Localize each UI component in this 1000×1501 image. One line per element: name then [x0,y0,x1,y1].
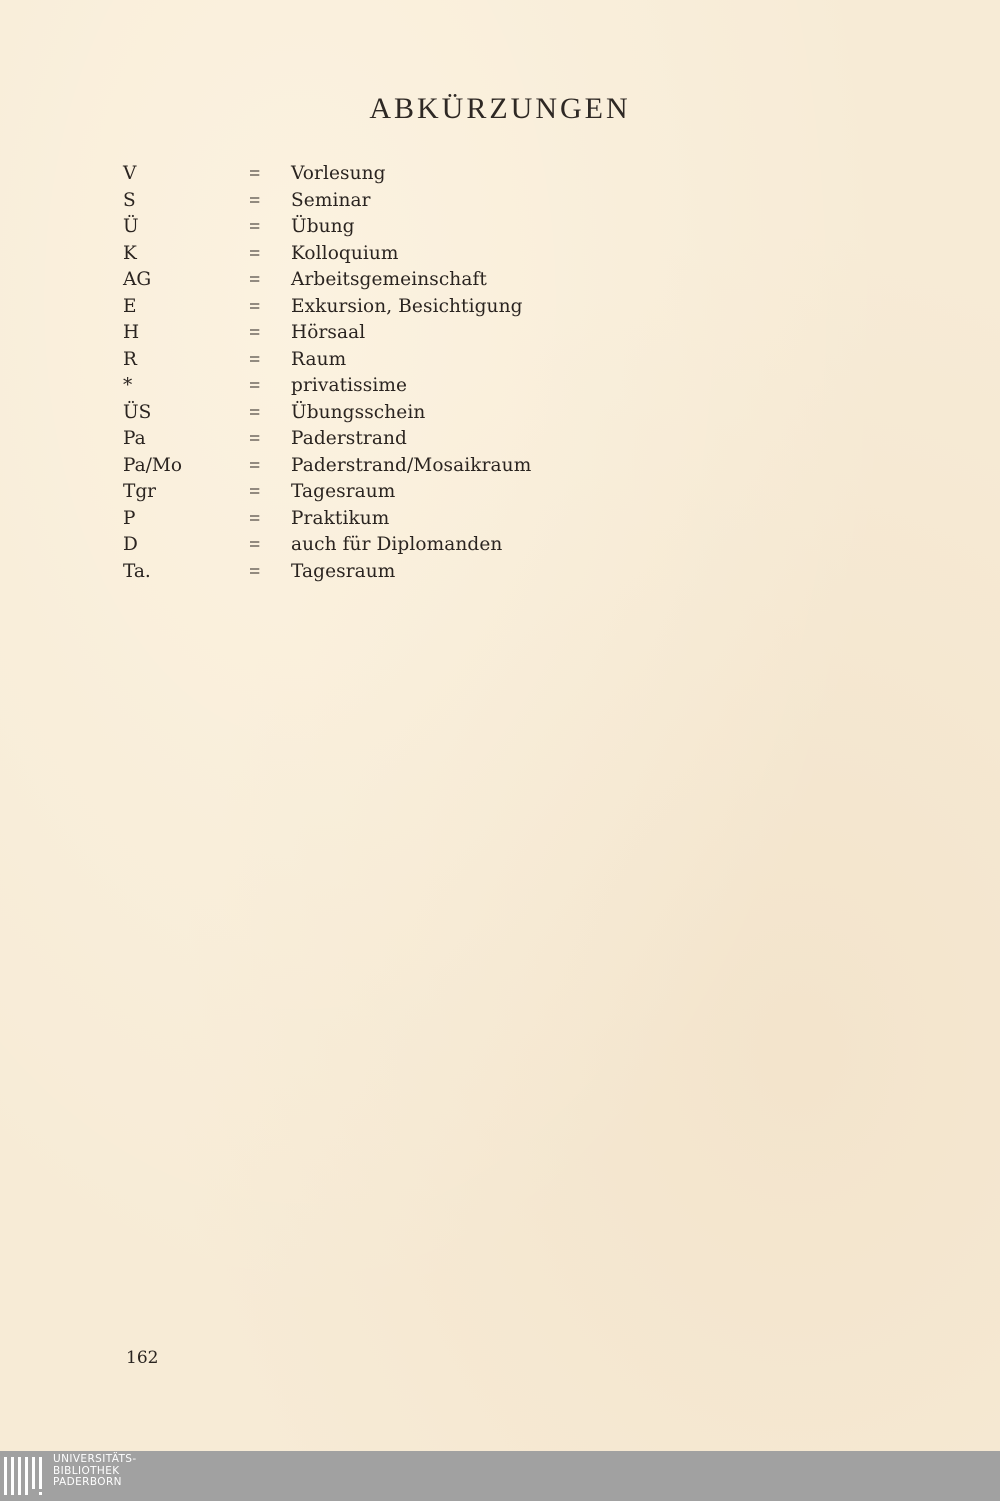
abbreviation-key: ÜS [123,401,152,423]
equals-sign: = [249,269,261,291]
equals-sign: = [249,322,261,344]
list-item [123,426,531,453]
abbreviation-key: AG [123,269,152,290]
list-item [123,241,531,268]
abbreviation-key: S [123,189,136,211]
library-footer-bar [0,1451,1000,1501]
abbreviation-key: Pa [123,428,146,449]
list-item [123,479,531,506]
abbreviation-key: K [123,242,137,264]
abbreviation-key: P [123,507,136,529]
abbreviation-meaning: Raum [291,348,347,370]
equals-sign: = [249,454,261,477]
abbreviation-meaning: Seminar [291,189,371,211]
list-item [123,267,531,294]
abbreviation-meaning: Übung [291,216,355,237]
list-item [123,453,531,480]
page-number: 162 [126,1348,159,1368]
list-item [123,373,531,400]
equals-sign: = [249,534,261,556]
abbreviation-meaning: Kolloquium [291,242,399,264]
abbreviation-meaning: Übungsschein [291,401,426,423]
list-item [123,347,531,374]
equals-sign: = [249,481,261,503]
abbreviation-meaning: Tagesraum [291,560,396,582]
abbreviation-key: D [123,534,138,555]
list-item [123,506,531,533]
abbreviation-key: Tgr [123,481,157,502]
list-item [123,161,531,188]
equals-sign: = [249,375,261,397]
abbreviation-meaning: Arbeitsgemeinschaft [291,269,487,290]
library-name-line: PADERBORN [53,1476,122,1488]
equals-sign: = [249,163,261,185]
abbreviation-meaning: privatissime [291,375,408,396]
library-bars-logo-icon [2,1453,48,1499]
list-item [123,320,531,347]
equals-sign: = [249,216,261,238]
equals-sign: = [249,295,261,318]
equals-sign: = [249,348,261,371]
list-item [123,294,531,321]
abbreviation-meaning: Hörsaal [291,322,366,343]
abbreviation-meaning: Exkursion, Besichtigung [291,295,523,317]
list-item [123,532,531,559]
abbreviation-list [123,161,531,585]
equals-sign: = [249,401,261,424]
abbreviation-key: H [123,322,140,343]
library-name-line: BIBLIOTHEK [53,1464,120,1477]
abbreviation-key: * [123,375,133,396]
page-title: ABKÜRZUNGEN [369,92,631,125]
list-item [123,400,531,427]
abbreviation-key: Pa/Mo [123,454,182,476]
equals-sign: = [249,560,261,583]
abbreviation-meaning: Praktikum [291,507,390,529]
list-item [123,559,531,586]
abbreviation-key: Ü [123,216,139,237]
abbreviation-key: R [123,348,137,370]
abbreviation-meaning: Vorlesung [291,163,386,184]
library-name-line: UNIVERSITÄTS- [53,1453,137,1465]
equals-sign: = [249,428,261,450]
equals-sign: = [249,189,261,212]
equals-sign: = [249,242,261,265]
abbreviation-key: E [123,295,137,317]
abbreviation-key: Ta. [123,560,151,582]
abbreviation-meaning: Tagesraum [291,481,396,502]
list-item [123,214,531,241]
abbreviation-key: V [123,163,137,184]
list-item [123,188,531,215]
abbreviation-meaning: Paderstrand [291,428,407,449]
abbreviation-meaning: Paderstrand/Mosaikraum [291,454,532,476]
abbreviation-meaning: auch für Diplomanden [291,534,503,555]
library-name [53,1454,137,1489]
equals-sign: = [249,507,261,530]
